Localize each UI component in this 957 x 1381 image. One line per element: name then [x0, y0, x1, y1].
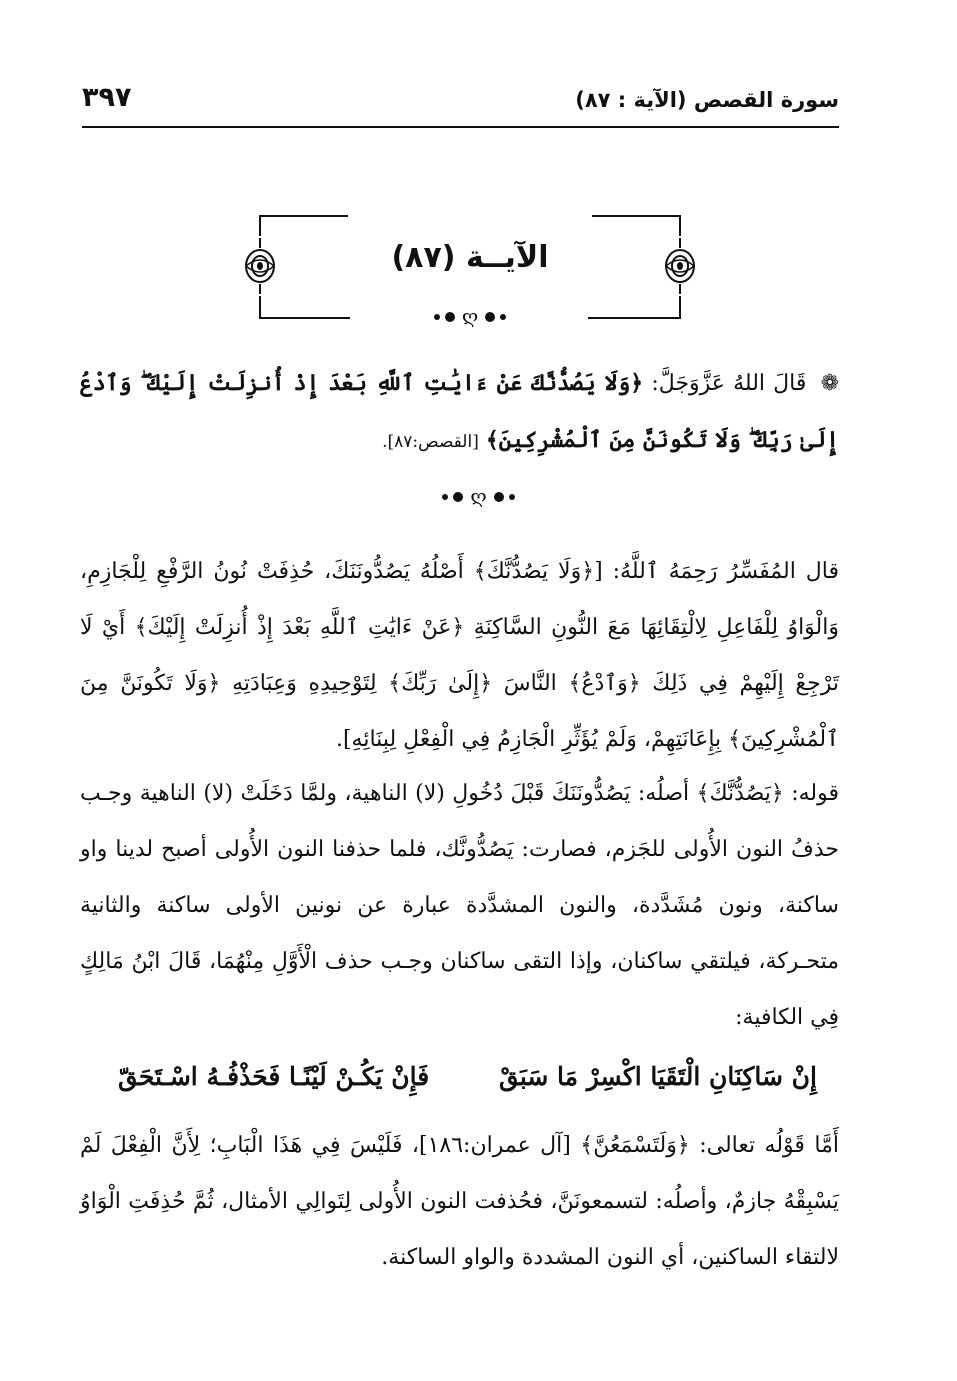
verse-reference: [القصص:٨٧]. — [382, 432, 479, 452]
verse-block — [80, 355, 839, 470]
commentary-paragraph: قال المُفَسِّرُ رَحِمَهُ ٱللَّهُ: [﴿وَلَا يَصُدُّنَّكَ﴾ أَصْلُهُ يَصُدُّونَنَكَ، حُذِفَتْ نُونُ الرَّفْعِ لِلْجَازِمِ، وَالْوَاوُ لِلْفَاعِلِ لِالْتِقَائِهَا مَعَ النُّونِ السَّاكِنَةِ ﴿عَنْ ءَايَٰتِ ٱللَّهِ بَعْدَ إِذْ أُنزِلَتْ إِلَيْكَ﴾ أَيْ لَا تَرْجِعْ إِلَيْهِمْ فِي ذَلِكَ ﴿وَٱدْعُ﴾ النَّاسَ ﴿إِلَىٰ رَبِّكَ﴾ لِتَوْحِيدِهِ وَعِبَادَتِهِ ﴿وَلَا تَكُونَنَّ مِنَ ٱلْمُشْرِكِينَ﴾ بِإِعَانَتِهِمْ، وَلَمْ يُؤَثِّرِ الْجَازِمُ فِي الْفِعْلِ لِبِنَائِهِ]. — [80, 559, 839, 752]
section-title-frame — [230, 208, 710, 328]
ornament-dot-icon — [485, 312, 495, 322]
section-title: الآيــة (٨٧) — [391, 240, 549, 275]
ornament-dot-icon — [445, 312, 455, 322]
ornament-dot-icon — [509, 494, 515, 500]
ornament-dot-icon — [500, 314, 506, 320]
flower-marker-icon: ❁ — [820, 371, 840, 396]
grammar-paragraph: قوله: ﴿يَصُدُّنَّكَ﴾ أصلُه: يَصُدُّونَنَكَ قَبْلَ دُخُولِ (لا) الناهية، ولمَّا دَخَلَتْ (لا) الناهية وجـب حذفُ النون الأُولى للجَزم، فصارت: يَصُدُّونَّك، فلما حذفنا النون الأُولى أصبح لدينا واو ساكنة، ونون مُشَدَّدة، والنون المشدَّدة عبارة عن نونين الأولى ساكنة والثانية متحـركة، فيلتقي ساكنان، وإذا التقى ساكنان وجـب حذف الْأَوَّلِ مِنْهُمَا، قَالَ ابْنُ مَالِكٍ فِي الكافية: — [80, 781, 839, 1030]
ornament-dot-icon — [453, 492, 463, 502]
verse-text: ﴿وَلَا يَصُدُّنَّكَ عَنْ ءَايَٰتِ ٱللَّهِ بَعْدَ إِذْ أُنزِلَتْ إِلَيْكَ ۖ وَٱدْعُ إِلَىٰ رَبِّكَ ۖ وَلَا تَكُونَنَّ مِنَ ٱلْمُشْرِكِينَ﴾ — [80, 370, 839, 453]
verse-intro: قَالَ اللهُ عَزَّوَجَلَّ: — [651, 371, 807, 396]
running-title: سورة القصص (الآية : ٨٧) — [575, 88, 839, 112]
page-number: ٣٩٧ — [82, 82, 132, 113]
ornament-dot-icon — [434, 314, 440, 320]
poem-first-hemistich: إِنْ سَاكِنَانِ الْتَقَيَا اكْسِرْ مَا سَبَقْ — [498, 1062, 817, 1091]
ornament-dot-icon — [494, 492, 504, 502]
title-ornament — [230, 306, 710, 328]
final-paragraph: أَمَّا قَوْلُه تعالى: ﴿وَلَتَسْمَعُنَّ﴾ [آل عمران:١٨٦]، فَلَيْسَ فِي هَذَا الْبَابِ؛ لِأَنَّ الْفِعْلَ لَمْ يَسْبِقْهُ جازمٌ، وأصلُه: لتسمعونَنَّ، فحُذفت النون الأُولى لِتَوالِي الأمثال، ثُمَّ حُذِفَتِ الْوَاوُ لالتقاء الساكنين، أي النون المشددة والواو الساكنة. — [80, 1133, 839, 1270]
ornament-dot-icon — [442, 494, 448, 500]
ornament-curl-icon: ღ — [461, 306, 479, 328]
section-separator — [0, 486, 957, 508]
poetry-line — [118, 1052, 817, 1108]
running-header — [82, 82, 839, 128]
poem-second-hemistich: فَإِنْ يَكُـنْ لَيْنًـا فَحَذْفُـهُ اسْـتَحَقّ — [118, 1062, 430, 1091]
ornament-curl-icon: ღ — [470, 486, 487, 508]
